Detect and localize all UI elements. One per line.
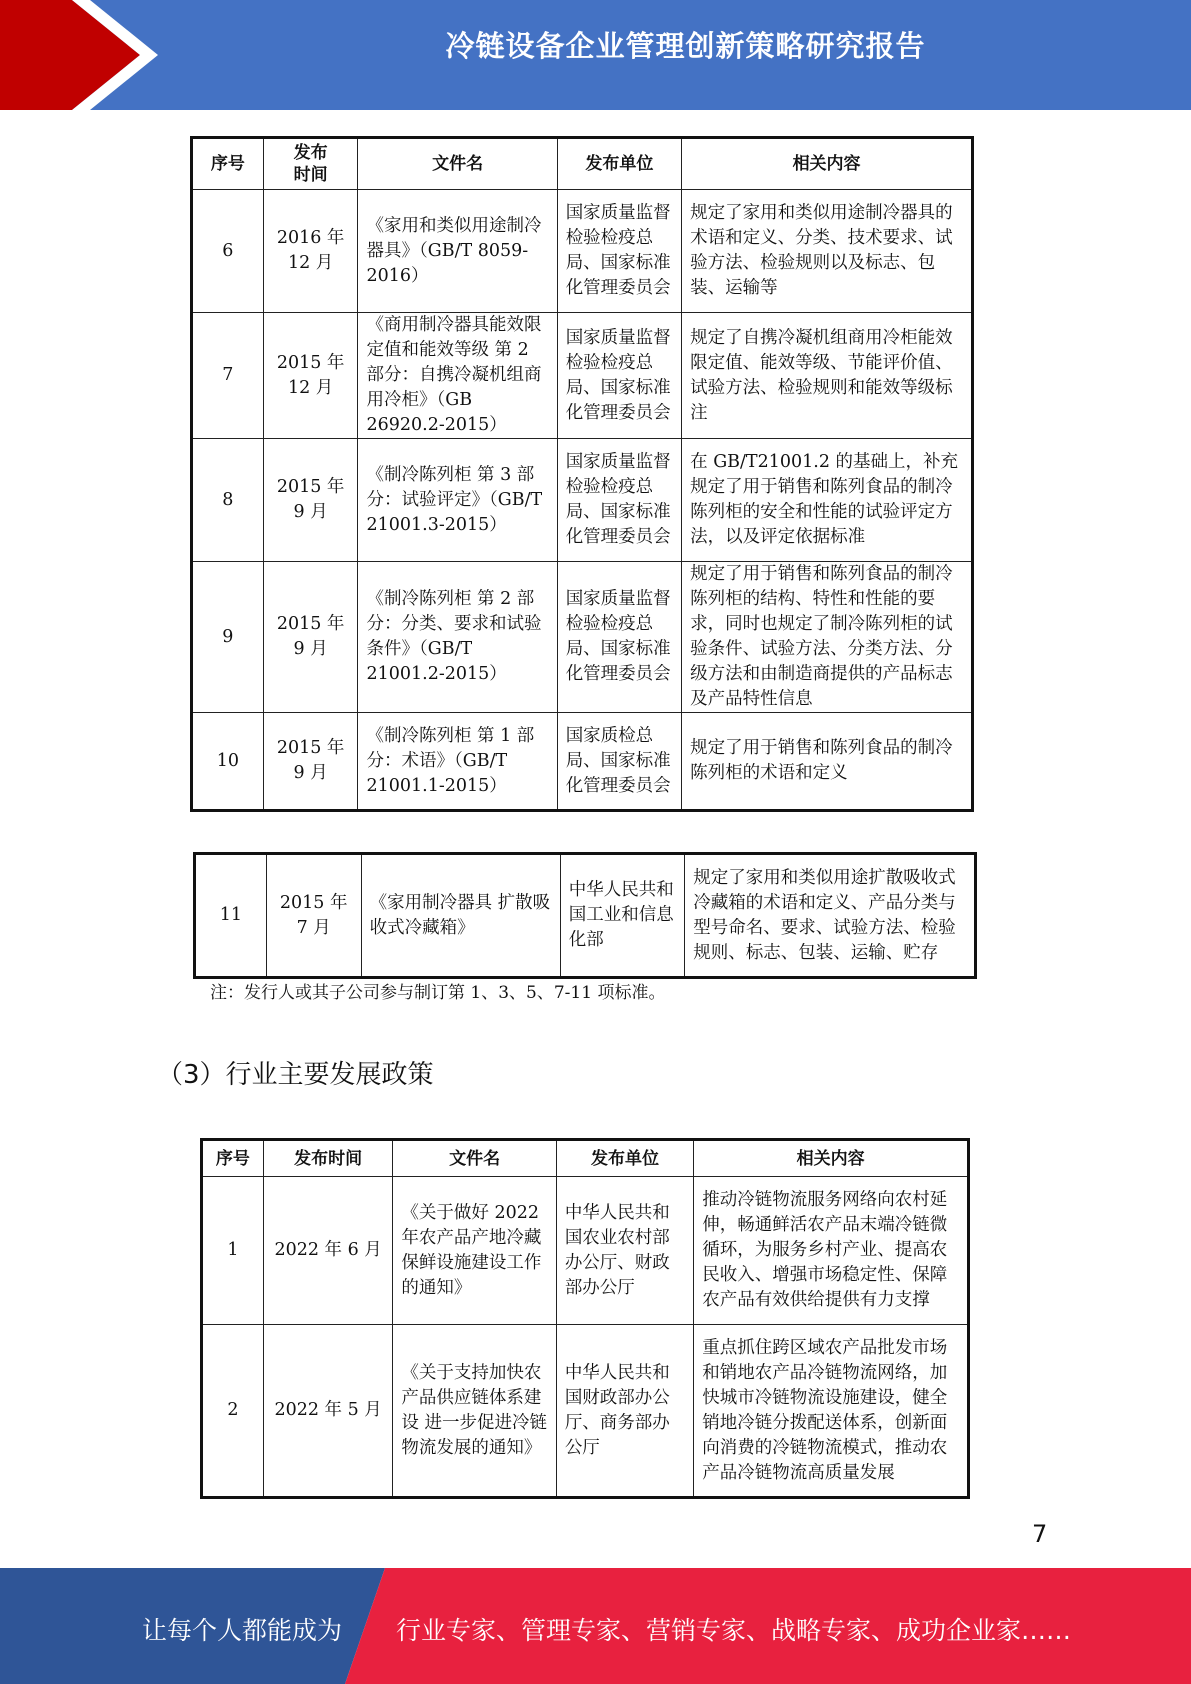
row-name: 《制冷陈列柜 第 3 部分：试验评定》（GB/T 21001.3-2015） (358, 439, 557, 562)
col-header-no: 序号 (192, 138, 264, 190)
row-date: 2015 年 12 月 (263, 313, 358, 439)
row-name: 《家用制冷器具 扩散吸收式冷藏箱》 (361, 854, 560, 978)
policy-table (200, 1138, 970, 1499)
row-content: 规定了用于销售和陈列食品的制冷陈列柜的结构、特性和性能的要求，同时也规定了制冷陈列柜的试验条件、试验方法、分类方法、分级方法和由制造商提供的产品标志及产品特性信息 (682, 562, 973, 713)
header-title: 冷链设备企业管理创新策略研究报告 (445, 29, 926, 63)
row-no: 6 (192, 190, 264, 313)
table-row (192, 190, 973, 313)
footer-slogan-right: 行业专家、管理专家、营销专家、战略专家、成功企业家…… (396, 1616, 1072, 1645)
row-no: 10 (192, 713, 264, 811)
row-date: 2015 年 9 月 (263, 439, 358, 562)
header-bar (0, 0, 1191, 110)
row-date: 2022 年 6 月 (263, 1177, 393, 1325)
table-row (192, 562, 973, 713)
row-name: 《商用制冷器具能效限定值和能效等级 第 2 部分：自携冷凝机组商用冷柜》（GB 26920.2-2015） (358, 313, 557, 439)
row-no: 1 (202, 1177, 264, 1325)
standards-table (190, 136, 974, 812)
col-header-date (263, 138, 358, 190)
col-header-org: 发布单位 (557, 138, 681, 190)
row-org: 中华人民共和国财政部办公厅、商务部办公厅 (556, 1325, 693, 1498)
table-note: 注：发行人或其子公司参与制订第 1、3、5、7-11 项标准。 (210, 983, 666, 1003)
row-content: 规定了家用和类似用途扩散吸收式冷藏箱的术语和定义、产品分类与型号命名、要求、试验方法、检验规则、标志、包装、运输、贮存 (685, 854, 976, 978)
row-org: 中华人民共和国农业农村部办公厅、财政部办公厅 (556, 1177, 693, 1325)
table-row (202, 1325, 969, 1498)
footer-bar (0, 1568, 1191, 1684)
row-date: 2015 年 9 月 (263, 562, 358, 713)
row-no: 7 (192, 313, 264, 439)
row-org: 国家质量监督检验检疫总局、国家标准化管理委员会 (557, 313, 681, 439)
col-header-org: 发布单位 (556, 1140, 693, 1177)
row-date: 2015 年 7 月 (266, 854, 361, 978)
row-content: 规定了自携冷凝机组商用冷柜能效限定值、能效等级、节能评价值、试验方法、检验规则和能效等级标注 (682, 313, 973, 439)
row-content: 规定了用于销售和陈列食品的制冷陈列柜的术语和定义 (682, 713, 973, 811)
row-content: 推动冷链物流服务网络向农村延伸，畅通鲜活农产品末端冷链微循环，为服务乡村产业、提高农民收入、增强市场稳定性、保障农产品有效供给提供有力支撑 (694, 1177, 969, 1325)
row-org: 国家质量监督检验检疫总局、国家标准化管理委员会 (557, 439, 681, 562)
col-header-date-text: 发布时间 (293, 143, 328, 185)
col-header-content: 相关内容 (682, 138, 973, 190)
row-no: 11 (195, 854, 267, 978)
row-no: 2 (202, 1325, 264, 1498)
table-row (202, 1177, 969, 1325)
table-row (195, 854, 976, 978)
col-header-content: 相关内容 (694, 1140, 969, 1177)
footer-slogan-left: 让每个人都能成为 (142, 1616, 343, 1645)
row-no: 9 (192, 562, 264, 713)
row-date: 2015 年 9 月 (263, 713, 358, 811)
row-content: 重点抓住跨区域农产品批发市场和销地农产品冷链物流网络，加快城市冷链物流设施建设，健全销地冷链分拨配送体系，创新面向消费的冷链物流模式，推动农产品冷链物流高质量发展 (694, 1325, 969, 1498)
header-arrow-decoration (0, 0, 200, 110)
row-name: 《关于支持加快农产品供应链体系建设 进一步促进冷链物流发展的通知》 (393, 1325, 556, 1498)
col-header-date: 发布时间 (263, 1140, 393, 1177)
row-org: 国家质量监督检验检疫总局、国家标准化管理委员会 (557, 562, 681, 713)
row-content: 规定了家用和类似用途制冷器具的术语和定义、分类、技术要求、试验方法、检验规则以及标志、包装、运输等 (682, 190, 973, 313)
table-header-row (202, 1140, 969, 1177)
row-name: 《关于做好 2022 年农产品产地冷藏保鲜设施建设工作的通知》 (393, 1177, 556, 1325)
row-name: 《制冷陈列柜 第 2 部分：分类、要求和试验条件》（GB/T 21001.2-2015） (358, 562, 557, 713)
row-date: 2016 年 12 月 (263, 190, 358, 313)
row-org: 国家质检总局、国家标准化管理委员会 (557, 713, 681, 811)
section-heading: （3）行业主要发展政策 (157, 1060, 434, 1090)
row-org: 中华人民共和国工业和信息化部 (560, 854, 684, 978)
col-header-name: 文件名 (393, 1140, 556, 1177)
table-row (192, 313, 973, 439)
table-row (192, 713, 973, 811)
row-no: 8 (192, 439, 264, 562)
row-content: 在 GB/T21001.2 的基础上，补充规定了用于销售和陈列食品的制冷陈列柜的安全和性能的试验评定方法，以及评定依据标准 (682, 439, 973, 562)
table-row (192, 439, 973, 562)
row-name: 《制冷陈列柜 第 1 部分：术语》（GB/T 21001.1-2015） (358, 713, 557, 811)
table-header-row (192, 138, 973, 190)
row-date: 2022 年 5 月 (263, 1325, 393, 1498)
standards-table-continued (193, 852, 977, 979)
page-number: 7 (1032, 1520, 1048, 1548)
col-header-no: 序号 (202, 1140, 264, 1177)
row-org: 国家质量监督检验检疫总局、国家标准化管理委员会 (557, 190, 681, 313)
col-header-name: 文件名 (358, 138, 557, 190)
row-name: 《家用和类似用途制冷器具》（GB/T 8059-2016） (358, 190, 557, 313)
